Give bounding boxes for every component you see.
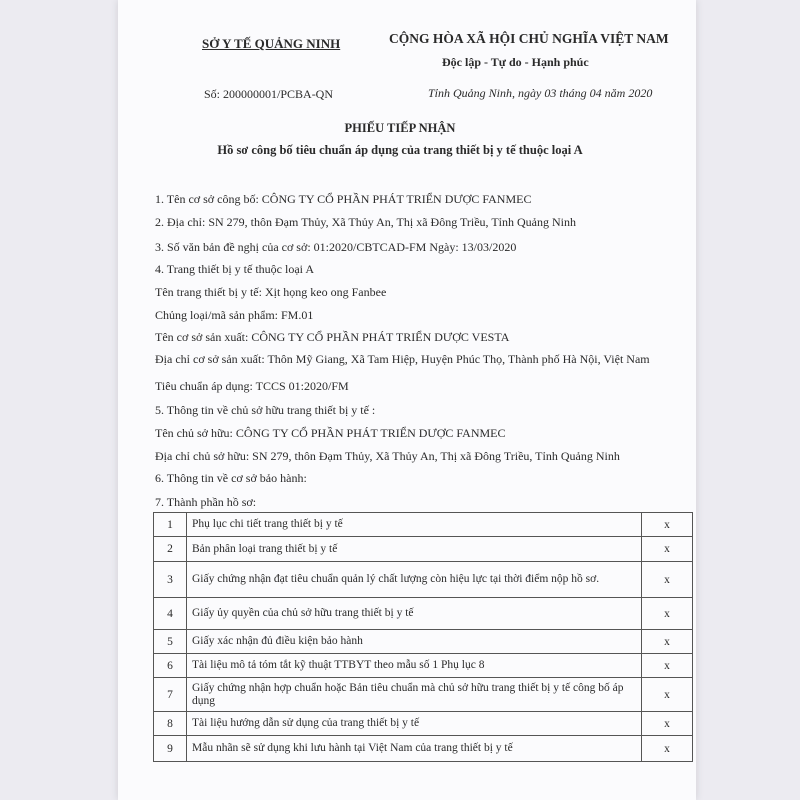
table-row [154,736,693,762]
row-number: 4 [154,598,187,630]
row-mark: x [642,598,693,630]
applied-standard: Tiêu chuẩn áp dụng: TCCS 01:2020/FM [155,379,349,393]
row-text: Mẫu nhãn sẽ sử dụng khi lưu hành tại Việt Nam của trang thiết bị y tế [187,736,642,762]
table-row [154,630,693,654]
table-row [154,562,693,598]
document-number: Số: 200000001/PCBA-QN [204,87,334,101]
row-number: 6 [154,654,187,678]
row-mark: x [642,712,693,736]
file-components-table [153,512,693,762]
table-row [154,537,693,562]
country-name: CỘNG HÒA XÃ HỘI CHỦ NGHĨA VIỆT NAM [389,31,669,46]
item-4-device-class: 4. Trang thiết bị y tế thuộc loại A [155,262,314,276]
row-text: Giấy ủy quyền của chủ sở hữu trang thiết bị y tế [187,598,642,630]
row-number: 3 [154,562,187,598]
agency-name: SỞ Y TẾ QUẢNG NINH [202,36,341,51]
row-number: 8 [154,712,187,736]
row-number: 2 [154,537,187,562]
row-text: Giấy chứng nhận đạt tiêu chuẩn quản lý chất lượng còn hiệu lực tại thời điểm nộp hồ sơ. [187,562,642,598]
row-text: Tài liệu hướng dẫn sử dụng của trang thiết bị y tế [187,712,642,736]
row-number: 9 [154,736,187,762]
row-mark: x [642,562,693,598]
row-text: Phụ lục chi tiết trang thiết bị y tế [187,513,642,537]
national-motto: Độc lập - Tự do - Hạnh phúc [442,55,589,69]
owner-address: Địa chỉ chủ sở hữu: SN 279, thôn Đạm Thủy, Xã Thủy An, Thị xã Đông Triều, Tỉnh Quảng Ninh [155,449,620,463]
table-row [154,678,693,712]
item-1-establishment: 1. Tên cơ sở công bố: CÔNG TY CỔ PHẦN PHÁT TRIỂN DƯỢC FANMEC [155,192,532,206]
owner-name: Tên chủ sở hữu: CÔNG TY CỔ PHẦN PHÁT TRIỂN DƯỢC FANMEC [155,426,506,440]
row-text: Giấy xác nhận đủ điều kiện bảo hành [187,630,642,654]
table-row [154,598,693,630]
table-row [154,712,693,736]
row-mark: x [642,513,693,537]
document-subtitle: Hồ sơ công bố tiêu chuẩn áp dụng của trang thiết bị y tế thuộc loại A [217,143,583,157]
table-row [154,654,693,678]
row-text: Tài liệu mô tả tóm tắt kỹ thuật TTBYT theo mẫu số 1 Phụ lục 8 [187,654,642,678]
manufacturer-name: Tên cơ sở sản xuất: CÔNG TY CỔ PHẦN PHÁT TRIỂN DƯỢC VESTA [155,330,510,344]
row-number: 1 [154,513,187,537]
row-number: 5 [154,630,187,654]
row-number: 7 [154,678,187,712]
row-mark: x [642,678,693,712]
item-5-owner-info: 5. Thông tin về chủ sở hữu trang thiết bị y tế : [155,403,376,417]
row-mark: x [642,537,693,562]
manufacturer-address: Địa chỉ cơ sở sản xuất: Thôn Mỹ Giang, Xã Tam Hiệp, Huyện Phúc Thọ, Thành phố Hà Nội, Việt Nam [155,352,650,366]
row-mark: x [642,630,693,654]
device-name: Tên trang thiết bị y tế: Xịt họng keo ong Fanbee [155,285,387,299]
row-text: Giấy chứng nhận hợp chuẩn hoặc Bản tiêu chuẩn mà chủ sở hữu trang thiết bị y tế công bố áp dụng [187,678,642,712]
device-code: Chủng loại/mã sản phẩm: FM.01 [155,308,314,322]
item-3-request-doc: 3. Số văn bản đề nghị của cơ sở: 01:2020/CBTCAD-FM Ngày: 13/03/2020 [155,240,517,254]
row-text: Bản phân loại trang thiết bị y tế [187,537,642,562]
row-mark: x [642,736,693,762]
item-6-warranty-info: 6. Thông tin về cơ sở bảo hành: [155,471,307,485]
item-7-file-components: 7. Thành phần hồ sơ: [155,495,257,509]
item-2-address: 2. Địa chỉ: SN 279, thôn Đạm Thủy, Xã Thủy An, Thị xã Đông Triều, Tỉnh Quảng Ninh [155,215,576,229]
document-date: Tỉnh Quảng Ninh, ngày 03 tháng 04 năm 2020 [428,86,653,100]
row-mark: x [642,654,693,678]
table-row [154,513,693,537]
document-title: PHIẾU TIẾP NHẬN [344,121,456,135]
